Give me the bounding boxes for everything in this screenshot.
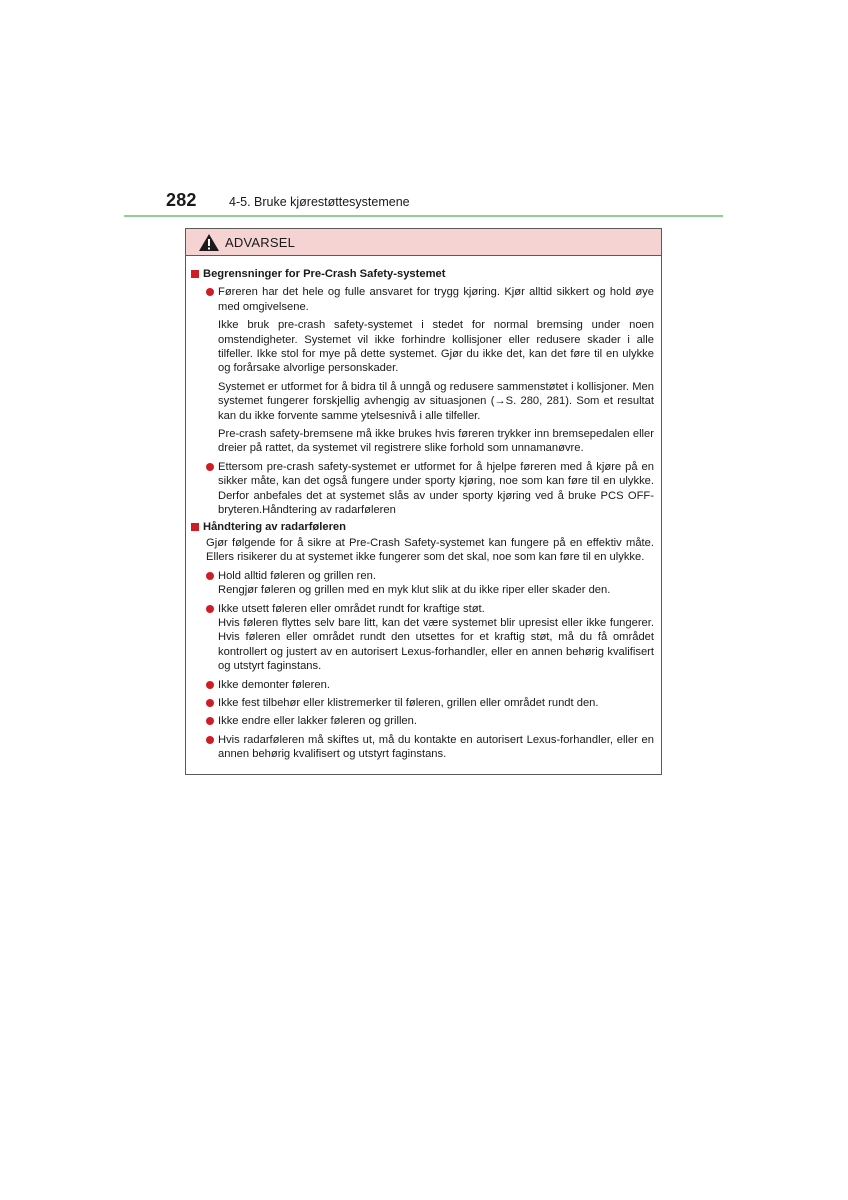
round-bullet-icon	[206, 463, 214, 471]
paragraph: Ikke endre eller lakker føleren og grillen.	[218, 715, 417, 728]
page-number: 282	[166, 190, 197, 210]
paragraph: Pre-crash safety-bremsene må ikke brukes hvis føreren trykker inn bremsepedalen eller dreier på rattet, da systemet vil registrere slike forhold som unnamanøvre.	[218, 428, 654, 455]
square-bullet-icon	[191, 523, 199, 531]
paragraph: Ikke bruk pre-crash safety-systemet i stedet for normal bremsing under noen omstendigheter. Systemet vil ikke forhindre kollisjoner eller redusere skader i alle tilfeller. Ikke stol for mye på dette systemet. Gjør du ikke det, kan det føre til en ulykke og forårsake alvorlige personskader.	[218, 319, 654, 375]
round-bullet-icon	[206, 736, 214, 744]
list-item-text	[218, 696, 599, 710]
round-bullet-icon	[206, 717, 214, 725]
paragraph: Ikke utsett føleren eller området rundt for kraftige støt.	[218, 602, 485, 615]
paragraph: Hold alltid føleren og grillen ren.	[218, 569, 376, 582]
warning-label: ADVARSEL	[225, 234, 295, 250]
warning-triangle-icon	[198, 233, 220, 252]
round-bullet-icon	[206, 681, 214, 689]
list-item	[206, 678, 654, 692]
paragraph: Ikke fest tilbehør eller klistremerker til føleren, grillen eller området rundt den.	[218, 696, 599, 709]
list-item	[206, 733, 654, 762]
section-heading	[191, 520, 654, 534]
section-title: 4-5. Bruke kjørestøttesystemene	[229, 195, 410, 209]
section-intro: Gjør følgende for å sikre at Pre-Crash Safety-systemet kan fungere på en effektiv måte. Ellers risikerer du at systemet ikke fungerer som det skal, noe som kan føre til en ulykke.	[206, 536, 654, 564]
round-bullet-icon	[206, 605, 214, 613]
list-item-text	[218, 602, 654, 674]
paragraph: Rengjør føleren og grillen med en myk klut slik at du ikke riper eller skader den.	[218, 584, 611, 597]
round-bullet-icon	[206, 572, 214, 580]
round-bullet-icon	[206, 699, 214, 707]
section-heading-text: Håndtering av radarføleren	[203, 520, 346, 533]
list-item	[206, 696, 654, 710]
paragraph: Systemet er utformet for å bidra til å unngå og redusere sammenstøtet i kollisjoner. Men systemet fungerer forskjellig avhengig av situasjonen (→S. 280, 281). Som et resultat kan du ikke forvente samme ytelsesnivå i alle tilfeller.	[218, 380, 654, 422]
square-bullet-icon	[191, 270, 199, 278]
paragraph: Ettersom pre-crash safety-systemet er utformet for å hjelpe føreren med å kjøre på en sikker måte, kan det også fungere under sporty kjøring, noe som kan føre til en ulykke. Derfor anbefales det at systemet slås av under sporty kjøring ved å bruke PCS OFF-bryteren.Håndtering av radarføleren	[218, 460, 654, 517]
warning-header	[186, 229, 661, 256]
list-item	[206, 602, 654, 674]
list-item	[206, 460, 654, 518]
list-item-text	[218, 733, 654, 762]
list-item-text	[218, 569, 610, 598]
paragraph: Føreren har det hele og fulle ansvaret for trygg kjøring. Kjør alltid sikkert og hold øye med omgivelsene.	[218, 286, 654, 313]
list-item	[206, 569, 654, 598]
list-item-text	[218, 678, 330, 692]
list-item	[206, 285, 654, 455]
list-item-text	[218, 460, 654, 518]
warning-body	[186, 256, 661, 762]
round-bullet-icon	[206, 288, 214, 296]
header-rule	[124, 215, 723, 217]
section-heading-text: Begrensninger for Pre-Crash Safety-systemet	[203, 268, 446, 280]
list-item-text	[218, 714, 417, 728]
section-heading	[191, 267, 654, 281]
paragraph: Hvis føleren flyttes selv bare litt, kan det være systemet blir upresist eller ikke fungerer. Hvis føleren eller området rundt den utsettes for et kraftig støt, må du få området kontrollert og justert av en autorisert Lexus-forhandler, eller en annen behørig kvalifisert og utstyrt faginstans.	[218, 616, 654, 673]
list-item	[206, 714, 654, 728]
list-item-text	[218, 285, 654, 455]
paragraph: Ikke demonter føleren.	[218, 678, 330, 691]
paragraph: Hvis radarføleren må skiftes ut, må du kontakte en autorisert Lexus-forhandler, eller en annen behørig kvalifisert og utstyrt faginstans.	[218, 733, 654, 761]
warning-box	[185, 228, 662, 775]
page-header	[124, 190, 723, 218]
